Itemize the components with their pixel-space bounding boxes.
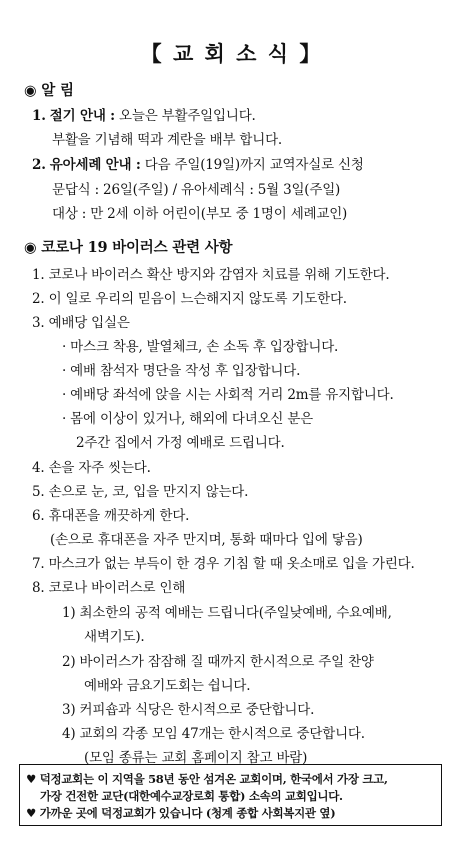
corona-line: 7. 마스크가 없는 부득이 한 경우 기침 할 때 옷소매로 입을 가린다. — [32, 556, 415, 572]
corona-bullet-cont: 2주간 집에서 가정 예배로 드립니다. — [76, 435, 285, 451]
corona-bullet: · 몸에 이상이 있거나, 해외에 다녀오신 분은 — [62, 411, 314, 427]
corona-line: 2. 이 일로 우리의 믿음이 느슨해지지 않도록 기도한다. — [32, 291, 347, 307]
corona-subitem: 2) 바이러스가 잠잠해 질 때까지 한시적으로 주일 찬양 — [62, 654, 374, 670]
corona-subitem: 4) 교회의 각종 모임 47개는 한시적으로 중단합니다. — [62, 726, 365, 742]
corona-bullet: · 마스크 착용, 발열체크, 손 소독 후 입장합니다. — [62, 339, 339, 355]
item-text: 오늘은 부활주일입니다. — [119, 108, 256, 124]
item-label: 절기 안내 : — [49, 108, 115, 124]
corona-subitem-cont: 새벽기도). — [84, 629, 145, 645]
corona-line-cont: (손으로 휴대폰을 자주 만지며, 통화 때마다 입에 닿음) — [50, 532, 363, 548]
notice-item-2-line3: 대상 : 만 2세 이하 어린이(부모 중 1명이 세례교인) — [52, 206, 348, 222]
item-label: 유아세례 안내 : — [49, 157, 141, 173]
corona-line: 4. 손을 자주 씻는다. — [32, 460, 151, 476]
corona-line: 6. 휴대폰을 깨끗하게 한다. — [32, 508, 190, 524]
corona-subitem-cont: (모임 종류는 교회 홈페이지 참고 바람) — [84, 750, 308, 766]
corona-line: 8. 코로나 바이러스로 인해 — [32, 580, 186, 596]
corona-line: 5. 손으로 눈, 코, 입을 만지지 않는다. — [32, 484, 249, 500]
notice-item-1-line2: 부활을 기념해 떡과 계란을 배부 합니다. — [52, 132, 283, 148]
corona-bullet: · 예배 참석자 명단을 작성 후 입장합니다. — [62, 363, 301, 379]
item-number: 2. — [32, 157, 46, 173]
footer-box — [19, 764, 442, 826]
notice-heading: ◉ 알 림 — [24, 82, 74, 99]
corona-subitem-cont: 예배와 금요기도회는 쉽니다. — [84, 678, 251, 694]
corona-subitem: 1) 최소한의 공적 예배는 드립니다(주일낮예배, 수요예배, — [62, 605, 392, 621]
notice-item-2 — [32, 153, 364, 173]
notice-item-1 — [32, 104, 256, 124]
item-number: 1. — [32, 108, 46, 124]
page-title: 【 교 회 소 식 】 — [140, 41, 323, 66]
footer-line-1: ♥ 덕정교회는 이 지역을 58년 동안 섬겨온 교회이며, 한국에서 가장 크고, — [26, 772, 388, 786]
footer-line-3: ♥ 가까운 곳에 덕정교회가 있습니다 (청계 종합 사회복지관 옆) — [26, 806, 336, 820]
corona-subitem: 3) 커피숍과 식당은 한시적으로 중단합니다. — [62, 702, 315, 718]
item-text: 다음 주일(19일)까지 교역자실로 신청 — [144, 157, 364, 173]
footer-line-2: 가장 건전한 교단(대한예수교장로회 통합) 소속의 교회입니다. — [40, 789, 343, 803]
corona-heading: ◉ 코로나 19 바이러스 관련 사항 — [24, 239, 233, 256]
notice-item-2-line2: 문답식 : 26일(주일) / 유아세례식 : 5월 3일(주일) — [52, 182, 341, 198]
corona-bullet: · 예배당 좌석에 앉을 시는 사회적 거리 2m를 유지합니다. — [62, 387, 394, 403]
corona-line: 3. 예배당 입실은 — [32, 315, 130, 331]
corona-line: 1. 코로나 바이러스 확산 방지와 감염자 치료를 위해 기도한다. — [32, 267, 390, 283]
